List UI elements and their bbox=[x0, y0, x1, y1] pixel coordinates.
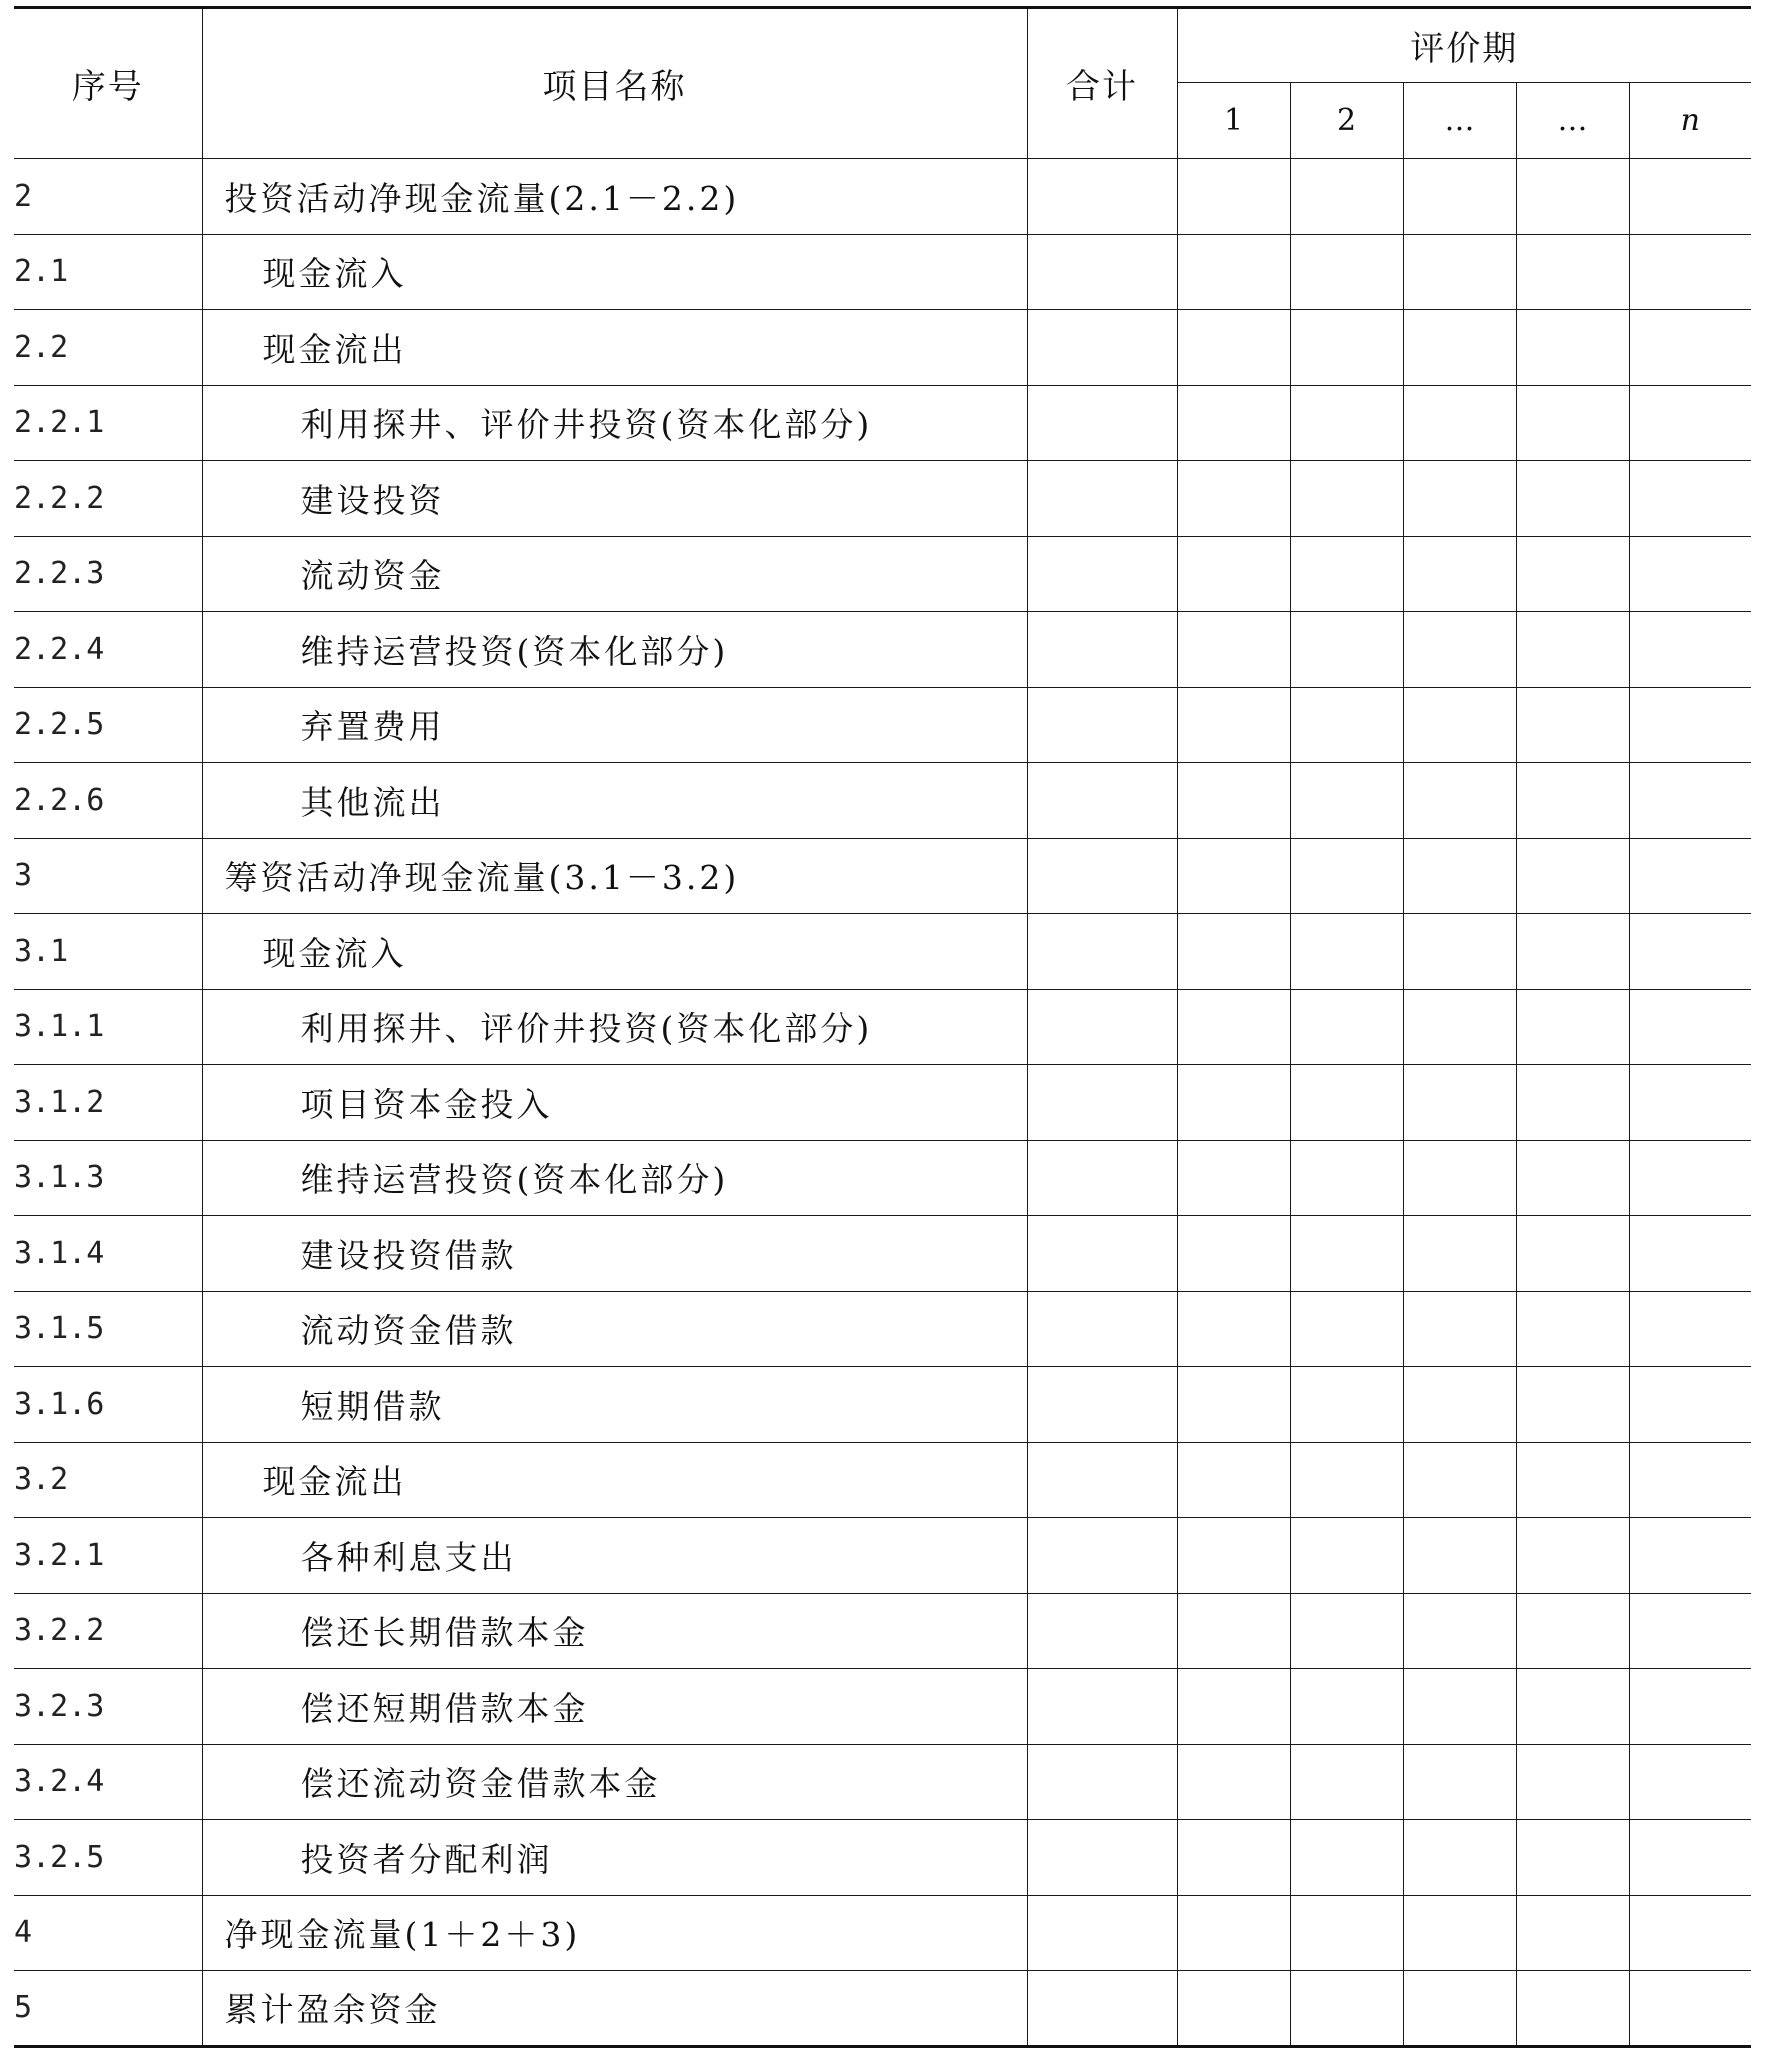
row-item-name: 筹资活动净现金流量(3.1－3.2) bbox=[202, 838, 1027, 914]
row-period-cell bbox=[1629, 1216, 1751, 1292]
row-total-cell bbox=[1027, 1971, 1177, 2047]
row-item-name: 偿还长期借款本金 bbox=[202, 1593, 1027, 1669]
table-row bbox=[14, 687, 1751, 763]
row-period-cell bbox=[1629, 914, 1751, 990]
row-total-cell bbox=[1027, 1140, 1177, 1216]
table-row bbox=[14, 1442, 1751, 1518]
header-period-ellipsis-2: … bbox=[1516, 83, 1629, 159]
row-period-cell bbox=[1516, 1971, 1629, 2047]
row-period-cell bbox=[1629, 310, 1751, 386]
row-period-cell bbox=[1629, 1518, 1751, 1594]
table-row bbox=[14, 612, 1751, 688]
row-seq: 3.2.2 bbox=[14, 1593, 202, 1669]
row-item-name: 项目资本金投入 bbox=[202, 1065, 1027, 1141]
row-period-cell bbox=[1290, 310, 1403, 386]
row-period-cell bbox=[1403, 1140, 1516, 1216]
row-period-cell bbox=[1177, 461, 1290, 537]
cash-flow-table-page bbox=[14, 6, 1751, 2045]
row-period-cell bbox=[1516, 1518, 1629, 1594]
row-period-cell bbox=[1629, 687, 1751, 763]
row-total-cell bbox=[1027, 687, 1177, 763]
table-row bbox=[14, 914, 1751, 990]
row-period-cell bbox=[1177, 1442, 1290, 1518]
row-period-cell bbox=[1403, 612, 1516, 688]
row-period-cell bbox=[1177, 1971, 1290, 2047]
header-total: 合计 bbox=[1027, 8, 1177, 159]
row-period-cell bbox=[1177, 1065, 1290, 1141]
row-period-cell bbox=[1516, 914, 1629, 990]
row-period-cell bbox=[1516, 612, 1629, 688]
row-period-cell bbox=[1516, 159, 1629, 235]
row-period-cell bbox=[1629, 461, 1751, 537]
row-period-cell bbox=[1403, 385, 1516, 461]
row-period-cell bbox=[1403, 1669, 1516, 1745]
row-item-name: 利用探井、评价井投资(资本化部分) bbox=[202, 385, 1027, 461]
header-item-name: 项目名称 bbox=[202, 8, 1027, 159]
row-period-cell bbox=[1403, 1744, 1516, 1820]
table-row bbox=[14, 1820, 1751, 1896]
table-row bbox=[14, 989, 1751, 1065]
row-period-cell bbox=[1516, 1367, 1629, 1443]
row-period-cell bbox=[1403, 1291, 1516, 1367]
row-item-name: 偿还流动资金借款本金 bbox=[202, 1744, 1027, 1820]
table-row bbox=[14, 763, 1751, 839]
row-period-cell bbox=[1403, 1820, 1516, 1896]
row-seq: 2.2.5 bbox=[14, 687, 202, 763]
row-period-cell bbox=[1403, 536, 1516, 612]
row-period-cell bbox=[1629, 234, 1751, 310]
row-period-cell bbox=[1516, 763, 1629, 839]
row-period-cell bbox=[1516, 1442, 1629, 1518]
cash-flow-table bbox=[14, 6, 1751, 2048]
table-row bbox=[14, 1971, 1751, 2047]
row-total-cell bbox=[1027, 461, 1177, 537]
table-row bbox=[14, 234, 1751, 310]
row-total-cell bbox=[1027, 1744, 1177, 1820]
row-period-cell bbox=[1177, 1518, 1290, 1594]
row-period-cell bbox=[1290, 1518, 1403, 1594]
row-item-name: 流动资金 bbox=[202, 536, 1027, 612]
row-period-cell bbox=[1403, 989, 1516, 1065]
table-row bbox=[14, 1140, 1751, 1216]
row-total-cell bbox=[1027, 1593, 1177, 1669]
row-period-cell bbox=[1177, 1216, 1290, 1292]
row-period-cell bbox=[1629, 1895, 1751, 1971]
row-period-cell bbox=[1516, 1065, 1629, 1141]
row-period-cell bbox=[1629, 1820, 1751, 1896]
row-period-cell bbox=[1177, 1593, 1290, 1669]
table-row bbox=[14, 1216, 1751, 1292]
row-period-cell bbox=[1516, 536, 1629, 612]
row-item-name: 投资者分配利润 bbox=[202, 1820, 1027, 1896]
row-seq: 3.1.2 bbox=[14, 1065, 202, 1141]
row-period-cell bbox=[1403, 914, 1516, 990]
row-period-cell bbox=[1177, 234, 1290, 310]
row-total-cell bbox=[1027, 536, 1177, 612]
row-period-cell bbox=[1516, 687, 1629, 763]
row-period-cell bbox=[1629, 763, 1751, 839]
row-period-cell bbox=[1290, 234, 1403, 310]
table-row bbox=[14, 1518, 1751, 1594]
row-period-cell bbox=[1290, 1140, 1403, 1216]
row-period-cell bbox=[1629, 385, 1751, 461]
header-period-1: 1 bbox=[1177, 83, 1290, 159]
row-item-name: 现金流入 bbox=[202, 914, 1027, 990]
row-total-cell bbox=[1027, 1669, 1177, 1745]
row-period-cell bbox=[1290, 687, 1403, 763]
row-total-cell bbox=[1027, 989, 1177, 1065]
header-evaluation-period: 评价期 bbox=[1177, 8, 1751, 83]
row-period-cell bbox=[1629, 838, 1751, 914]
row-item-name: 弃置费用 bbox=[202, 687, 1027, 763]
table-row bbox=[14, 838, 1751, 914]
row-period-cell bbox=[1290, 1216, 1403, 1292]
row-period-cell bbox=[1516, 1216, 1629, 1292]
row-total-cell bbox=[1027, 1291, 1177, 1367]
row-total-cell bbox=[1027, 838, 1177, 914]
header-seq: 序号 bbox=[14, 8, 202, 159]
row-seq: 2.1 bbox=[14, 234, 202, 310]
row-period-cell bbox=[1177, 763, 1290, 839]
row-period-cell bbox=[1290, 612, 1403, 688]
row-period-cell bbox=[1403, 310, 1516, 386]
table-row bbox=[14, 1367, 1751, 1443]
row-period-cell bbox=[1177, 914, 1290, 990]
row-total-cell bbox=[1027, 234, 1177, 310]
row-item-name: 现金流出 bbox=[202, 1442, 1027, 1518]
table-row bbox=[14, 159, 1751, 235]
row-period-cell bbox=[1403, 1971, 1516, 2047]
row-period-cell bbox=[1403, 461, 1516, 537]
row-period-cell bbox=[1516, 838, 1629, 914]
row-period-cell bbox=[1290, 1065, 1403, 1141]
row-period-cell bbox=[1516, 1744, 1629, 1820]
row-period-cell bbox=[1516, 1140, 1629, 1216]
row-seq: 2.2.6 bbox=[14, 763, 202, 839]
row-period-cell bbox=[1290, 838, 1403, 914]
row-seq: 3.1.1 bbox=[14, 989, 202, 1065]
row-period-cell bbox=[1629, 536, 1751, 612]
row-period-cell bbox=[1177, 1367, 1290, 1443]
row-total-cell bbox=[1027, 1216, 1177, 1292]
header-row bbox=[14, 8, 1751, 83]
row-period-cell bbox=[1290, 1367, 1403, 1443]
row-period-cell bbox=[1177, 385, 1290, 461]
row-period-cell bbox=[1403, 1442, 1516, 1518]
row-seq: 3.2.5 bbox=[14, 1820, 202, 1896]
row-period-cell bbox=[1403, 1216, 1516, 1292]
row-item-name: 各种利息支出 bbox=[202, 1518, 1027, 1594]
row-item-name: 累计盈余资金 bbox=[202, 1971, 1027, 2047]
row-period-cell bbox=[1629, 1291, 1751, 1367]
row-period-cell bbox=[1516, 1291, 1629, 1367]
row-seq: 2.2.4 bbox=[14, 612, 202, 688]
row-total-cell bbox=[1027, 1367, 1177, 1443]
row-period-cell bbox=[1516, 234, 1629, 310]
row-item-name: 偿还短期借款本金 bbox=[202, 1669, 1027, 1745]
row-total-cell bbox=[1027, 1895, 1177, 1971]
row-seq: 2.2.3 bbox=[14, 536, 202, 612]
row-period-cell bbox=[1516, 1895, 1629, 1971]
row-seq: 2.2.1 bbox=[14, 385, 202, 461]
row-period-cell bbox=[1177, 536, 1290, 612]
row-period-cell bbox=[1290, 989, 1403, 1065]
row-seq: 3.2.4 bbox=[14, 1744, 202, 1820]
row-period-cell bbox=[1177, 1820, 1290, 1896]
row-period-cell bbox=[1516, 310, 1629, 386]
row-seq: 3.1.3 bbox=[14, 1140, 202, 1216]
row-total-cell bbox=[1027, 914, 1177, 990]
row-period-cell bbox=[1403, 234, 1516, 310]
row-total-cell bbox=[1027, 763, 1177, 839]
row-period-cell bbox=[1403, 1367, 1516, 1443]
row-total-cell bbox=[1027, 1820, 1177, 1896]
row-period-cell bbox=[1290, 1895, 1403, 1971]
row-period-cell bbox=[1516, 385, 1629, 461]
row-period-cell bbox=[1290, 914, 1403, 990]
row-period-cell bbox=[1177, 1291, 1290, 1367]
row-period-cell bbox=[1629, 1442, 1751, 1518]
row-seq: 2.2 bbox=[14, 310, 202, 386]
row-period-cell bbox=[1403, 838, 1516, 914]
row-item-name: 现金流出 bbox=[202, 310, 1027, 386]
row-period-cell bbox=[1290, 1744, 1403, 1820]
row-period-cell bbox=[1629, 1593, 1751, 1669]
row-seq: 3.2 bbox=[14, 1442, 202, 1518]
table-row bbox=[14, 461, 1751, 537]
table-row bbox=[14, 1744, 1751, 1820]
row-period-cell bbox=[1516, 461, 1629, 537]
header-period-ellipsis-1: … bbox=[1403, 83, 1516, 159]
row-period-cell bbox=[1629, 1140, 1751, 1216]
row-seq: 2 bbox=[14, 159, 202, 235]
row-period-cell bbox=[1629, 1669, 1751, 1745]
row-period-cell bbox=[1629, 1065, 1751, 1141]
row-period-cell bbox=[1290, 536, 1403, 612]
row-period-cell bbox=[1290, 1820, 1403, 1896]
row-period-cell bbox=[1290, 1971, 1403, 2047]
row-period-cell bbox=[1290, 1669, 1403, 1745]
row-period-cell bbox=[1290, 763, 1403, 839]
row-seq: 4 bbox=[14, 1895, 202, 1971]
header-period-n: n bbox=[1629, 83, 1751, 159]
table-row bbox=[14, 310, 1751, 386]
row-total-cell bbox=[1027, 1065, 1177, 1141]
row-seq: 3.2.3 bbox=[14, 1669, 202, 1745]
row-total-cell bbox=[1027, 159, 1177, 235]
row-period-cell bbox=[1177, 1669, 1290, 1745]
row-period-cell bbox=[1290, 1593, 1403, 1669]
table-row bbox=[14, 1065, 1751, 1141]
row-period-cell bbox=[1290, 1291, 1403, 1367]
row-period-cell bbox=[1177, 687, 1290, 763]
row-period-cell bbox=[1177, 838, 1290, 914]
row-seq: 2.2.2 bbox=[14, 461, 202, 537]
row-period-cell bbox=[1177, 1140, 1290, 1216]
row-seq: 5 bbox=[14, 1971, 202, 2047]
row-seq: 3.2.1 bbox=[14, 1518, 202, 1594]
row-period-cell bbox=[1290, 1442, 1403, 1518]
row-period-cell bbox=[1290, 461, 1403, 537]
row-total-cell bbox=[1027, 385, 1177, 461]
row-period-cell bbox=[1403, 1518, 1516, 1594]
row-seq: 3.1 bbox=[14, 914, 202, 990]
table-row bbox=[14, 1895, 1751, 1971]
row-total-cell bbox=[1027, 612, 1177, 688]
row-seq: 3.1.5 bbox=[14, 1291, 202, 1367]
row-period-cell bbox=[1629, 159, 1751, 235]
row-item-name: 利用探井、评价井投资(资本化部分) bbox=[202, 989, 1027, 1065]
row-period-cell bbox=[1403, 763, 1516, 839]
row-period-cell bbox=[1290, 159, 1403, 235]
row-period-cell bbox=[1629, 612, 1751, 688]
row-item-name: 短期借款 bbox=[202, 1367, 1027, 1443]
row-period-cell bbox=[1516, 989, 1629, 1065]
row-period-cell bbox=[1516, 1669, 1629, 1745]
row-seq: 3 bbox=[14, 838, 202, 914]
row-period-cell bbox=[1177, 989, 1290, 1065]
row-item-name: 维持运营投资(资本化部分) bbox=[202, 1140, 1027, 1216]
row-seq: 3.1.6 bbox=[14, 1367, 202, 1443]
row-item-name: 维持运营投资(资本化部分) bbox=[202, 612, 1027, 688]
row-period-cell bbox=[1403, 1895, 1516, 1971]
header-period-2: 2 bbox=[1290, 83, 1403, 159]
row-period-cell bbox=[1403, 1593, 1516, 1669]
table-row bbox=[14, 1669, 1751, 1745]
table-row bbox=[14, 1291, 1751, 1367]
row-period-cell bbox=[1177, 612, 1290, 688]
row-period-cell bbox=[1403, 687, 1516, 763]
row-period-cell bbox=[1403, 1065, 1516, 1141]
row-period-cell bbox=[1177, 310, 1290, 386]
row-period-cell bbox=[1629, 989, 1751, 1065]
table-body bbox=[14, 159, 1751, 2047]
row-seq: 3.1.4 bbox=[14, 1216, 202, 1292]
row-item-name: 净现金流量(1＋2＋3) bbox=[202, 1895, 1027, 1971]
row-period-cell bbox=[1516, 1593, 1629, 1669]
row-item-name: 投资活动净现金流量(2.1－2.2) bbox=[202, 159, 1027, 235]
row-item-name: 建设投资借款 bbox=[202, 1216, 1027, 1292]
table-row bbox=[14, 1593, 1751, 1669]
row-total-cell bbox=[1027, 1518, 1177, 1594]
row-period-cell bbox=[1629, 1744, 1751, 1820]
row-item-name: 其他流出 bbox=[202, 763, 1027, 839]
row-period-cell bbox=[1177, 1895, 1290, 1971]
row-total-cell bbox=[1027, 1442, 1177, 1518]
table-row bbox=[14, 385, 1751, 461]
row-period-cell bbox=[1403, 159, 1516, 235]
table-row bbox=[14, 536, 1751, 612]
row-item-name: 现金流入 bbox=[202, 234, 1027, 310]
row-period-cell bbox=[1629, 1971, 1751, 2047]
row-period-cell bbox=[1629, 1367, 1751, 1443]
row-total-cell bbox=[1027, 310, 1177, 386]
row-period-cell bbox=[1177, 1744, 1290, 1820]
row-period-cell bbox=[1516, 1820, 1629, 1896]
row-period-cell bbox=[1177, 159, 1290, 235]
row-period-cell bbox=[1290, 385, 1403, 461]
row-item-name: 流动资金借款 bbox=[202, 1291, 1027, 1367]
row-item-name: 建设投资 bbox=[202, 461, 1027, 537]
